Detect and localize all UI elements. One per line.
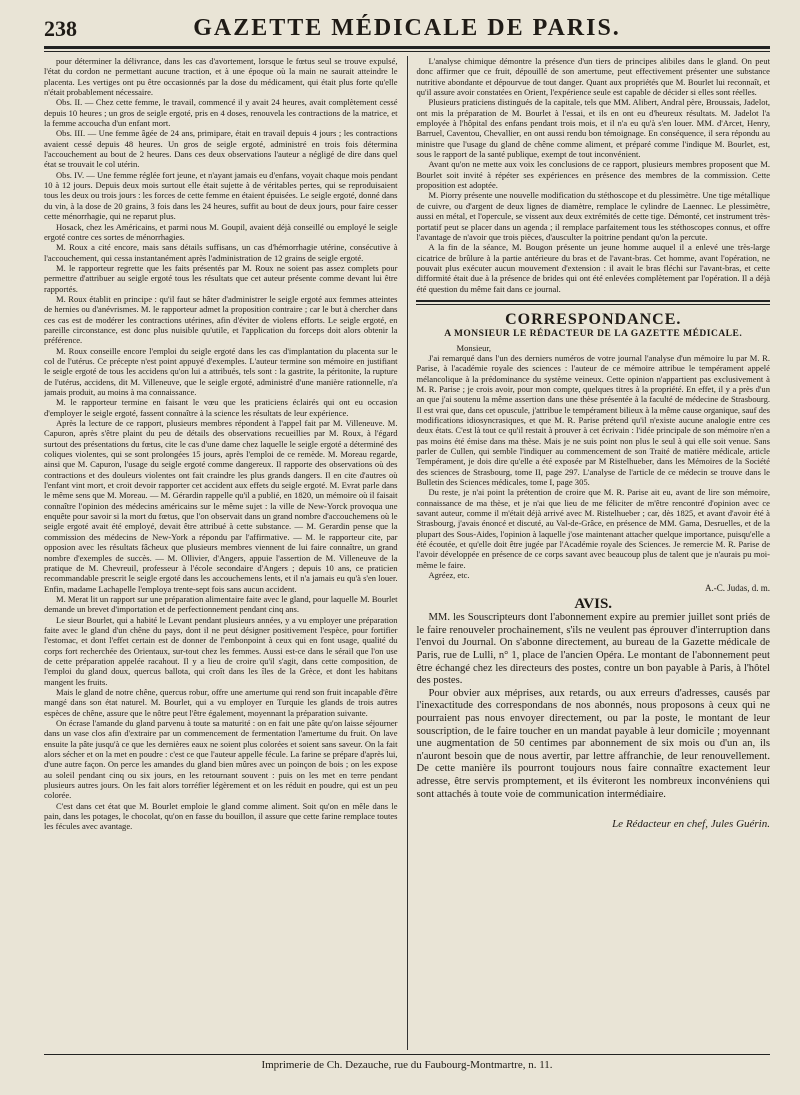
right-paragraph: Avant qu'on ne mette aux voix les conclusions de ce rapport, plusieurs membres proposent que M. Bourlet soit invité à répéter ses expériences en présence des membres de la commission. Cette proposition est adoptée. [416,159,770,191]
left-paragraph: M. Merat lit un rapport sur une préparation alimentaire faite avec le gland, pour laquelle M. Bourlet demande un brevet d'importation et de perfectionnement pendant cinq ans. [44,593,398,615]
letter-address: A MONSIEUR LE RÉDACTEUR DE LA GAZETTE MÉDICALE. [444,329,743,340]
left-column [44,56,403,1050]
left-paragraph: M. le rapporteur regrette que les faits présentés par M. Roux ne soient pas assez complets pour permettre d'attribuer au seigle ergoté tous les résultats que cet auteur présente comme devant lui être rapportés. [44,262,398,294]
right-paragraph: M. Piorry présente une nouvelle modification du stéthoscope et du plessimètre. Une tige métallique de cuivre, ou d'argent de deux lignes de diamètre, remplace le cylindre de Laennec. Le plessimètre, aussi en métal, et l'opercule, se vissent aux deux extrémités de cette tige. Démonté, cet instrument très-portatif peut se placer dans un agenda ; il remplace parfaitement tous les stéthoscopes connus, et offre l'avantage de n'avoir que trois pièces, d'ausculter la poitrine pendant qu'on la percute. [416,190,770,242]
avis-section [416,595,770,831]
page-header [44,12,770,42]
section-separator [416,300,770,305]
columns [44,56,770,1050]
letter-salutation: Monsieur, [456,342,492,353]
left-paragraph: M. Roux conseille encore l'emploi du seigle ergoté dans les cas d'implantation du placenta sur le col de l'utérus. Ce précepte n'est point appuyé d'exemples. L'auteur termine son mémoire en justifiant le seigle ergoté de tous les accidens qu'on lui a attribués, tels sont : la gastrite, la péritonite, la rupture de l'utérus, accidens, dit M. Villeneuve, que le seigle ergoté, administré d'une manière rationnelle, n'a jamais produit, au moins à ma connaissance. [44,345,398,397]
header-rule-thin [44,51,770,52]
letter-paragraph: Du reste, je n'ai point la prétention de croire que M. R. Parise ait eu, avant de lire son mémoire, connaissance de ma thèse, et je n'ai que lieu de me féliciter de m'être rencontré d'opinion avec ce savant auteur, comme il m'était déjà arrivé avec M. Ristelhueber ; car, dès 1825, et avant d'avoir été à Strasbourg, j'avais énoncé et discuté, au Val-de-Grâce, en présence de MM. Gama, Desruelles, et de la plupart des Sous-Aides, l'opinion à laquelle j'ose maintenant attacher quelque importance, puisqu'elle a été écoutée, et qu'elle doit être jugée par l'Académie royale des Sciences. Je remercie M. R. Parise de l'avoir développée en présence de ce corps savant avec beaucoup plus de talent que je n'aurais pu moi-même le faire. [416,487,770,570]
left-paragraph: Le sieur Bourlet, qui a habité le Levant pendant plusieurs années, y a vu employer une préparation faite avec le gland d'un chêne du pays, dont il ne peut désigner positivement l'espèce, pour fortifier l'estomac, et dont l'effet certain est de donner de l'embonpoint à ceux qui en font usage, qualité du corps fort recherchée des Orientaux, sur-tout chez les femmes. Aussi est-ce dans le sérail que l'on use de cette préparation appelée racahout. Il y a lieu de croire qu'il s'agit, dans cette composition, de l'emploi du gland doux, quercus ballota, qui croît dans les îles de la Grèce, et dont les habitans mangent les fruits. [44,614,398,687]
column-divider [407,56,408,1050]
header-rule [44,46,770,49]
right-column [411,56,770,1050]
avis-paragraph: MM. les Souscripteurs dont l'abonnement expire au premier juillet sont priés de le faire renouveler prochainement, s'ils ne veulent pas éprouver d'interruption dans l'envoi du Journal. On s'abonne directement, au bureau de la Gazette médicale de Paris, rue de Lulli, n° 1, place de l'ancien Opéra. Le montant de l'abonnement peut être échangé chez les directeurs des postes, contre un bon payable à Paris, à l'hôtel des postes. [416,612,770,687]
footer-rule [44,1054,770,1055]
correspondance-heading: CORRESPONDANCE. [505,310,682,328]
left-paragraph: M. Roux a cité encore, mais sans détails suffisans, un cas d'hémorrhagie utérine, consécutive à l'accouchement, qui cessa instantanément après l'administration de 12 grains de seigle ergoté. [44,242,398,263]
left-paragraph: On écrase l'amande du gland parvenu à toute sa maturité : on en fait une pâte qu'on laisse séjourner dans un vase clos afin d'extraire par un commencement de fermentation l'amertume du fruit. On lave ensuite la pâte jusqu'à ce que les dernières eaux ne soient plus colorées et soient sans saveur. On la fait alors sécher et on la met en poudre : c'est ce que l'auteur appelle fécule. La farine se prépare d'après lui, d'une autre façon. On perce les amandes du gland bien mûres avec un poinçon de bois ; on les expose au soleil pendant cinq ou six jours, en les retournant souvent : puis on les met en terre pendant plusieurs autres jours. On les fait alors torréfier légèrement et on les réduit en poudre, qui est un peu colorée. [44,718,398,801]
left-paragraph: M. le rapporteur termine en faisant le vœu que les praticiens éclairés qui ont eu occasion d'employer le seigle ergoté, fassent connaître à la science les résultats de leur expérience. [44,397,398,418]
left-paragraph: M. Roux établit en principe : qu'il faut se hâter d'administrer le seigle ergoté aux femmes atteintes de hernies ou d'anévrismes. M. le rapporteur admet la proposition contraire ; car le but à chercher dans ces cas est de modérer les contractions utérines, afin d'éviter de violens efforts. Le seigle ergoté, en pareille circonstance, est donc plus nuisible qu'utile, et l'application du forceps doit alors obtenir la préférence. [44,293,398,346]
left-paragraph: Obs. III. — Une femme âgée de 24 ans, primipare, était en travail depuis 4 jours ; les contractions avaient cessé depuis 48 heures. Un gros de seigle ergoté, administré en trois fois détermina l'accouchement au bout de 2 heures. Dans ces deux observations l'auteur a négligé de dire dans quel état se trouvait le col utérin. [44,128,398,170]
right-paragraph: L'analyse chimique démontre la présence d'un tiers de principes alibiles dans le gland. On peut donc affirmer que ce fruit, dépouillé de son amertume, peut effectivement présenter une substance nutritive abondante et dépourvue de tout danger. Quant aux propriétés que M. Bourlet lui reconnaît, et qu'il assure avoir constatées en Orient, l'expérience seule est capable de décider si elles sont réelles. [416,56,770,98]
left-paragraph: Après la lecture de ce rapport, plusieurs membres répondent à l'appel fait par M. Villeneuve. M. Capuron, après s'être plaint du peu de détails des observations recueillies par M. Roux, à l'égard surtout des présentations du fœtus, cite le cas d'une dame chez laquelle le seigle ergoté a déterminé des coliques violentes, qui se sont prolongées 15 jours, après l'emploi de ce remède. M. Moreau regarde, ainsi que M. Capuron, l'usage du seigle ergoté comme dangereux. Il rapporte des observations où des contractions et des douleurs violentes ont fait craindre les plus grands dangers. Il en cite d'autres où l'enfant vint mort, et croit devoir rapporter cet accident aux effets du seigle ergoté. M. Evrat parle dans le même sens que M. Moreau. — M. Gérardin rappelle qu'il a publié, en 1820, un mémoire où il faisait connaître l'opinion des médecins américains sur le même sujet : la ville de New-Yorck provoqua une enquête pour savoir si la mort du fœtus, que l'on observait dans un grand nombre d'accouchemens où le seigle ergoté avait été employé, devait être attribué à cette substance. — M. Gerardin pense que la commission des médecins de New-York a répondu par l'affirmative. — M. le rapporteur cite, par opposion avec les résultats fâcheux que plusieurs membres viennent de lui faire connaître, un grand nombre d'exemples de succès. — M. Ollivier, d'Angers, appuie l'assertion de M. Villeneuve de la pratique de M. Chevreuil, professeur à l'école secondaire d'Angers ; depuis 10 ans, ce praticien recommandable prescrit le seigle ergoté dans les accouchemens lents, et il n'a jamais eu qu'à s'en louer. Enfin, madame Lachapelle l'employa trente-sept fois sans aucun accident. [44,418,398,594]
letter-paragraph: Agréez, etc. [428,570,470,581]
left-paragraph: Obs. IV. — Une femme réglée fort jeune, et n'ayant jamais eu d'enfans, voyait chaque mois pendant 10 à 12 jours. Depuis deux mois surtout elle était sujette à de véritables pertes, qui se reproduisaient tous les deux ou trois jours : les forces de cette femme en étaient épuisées. Le seigle ergoté, donné dans du vin, à la dose de 20 grains, 3 fois dans les 24 heures, suffit au bout de deux jours, pour faire cesser cette ménorrhagie, qui ne reparut plus. [44,169,398,222]
journal-title: GAZETTE MÉDICALE DE PARIS. [193,15,621,41]
right-paragraph: A la fin de la séance, M. Bougon présente un jeune homme auquel il a enlevé une très-large cicatrice de brûlure à la partie antérieure du bras et de l'avant-bras. Cet homme, avant l'opération, ne pouvait plus exécuter aucun mouvement d'extension : il avait le bras fléchi sur l'avant-bras, et cette difformité était due à la présence de brides qui ont été enlevées complètement par l'opération. Il a déjà été question du même fait dans ce journal. [416,242,770,294]
printer-imprint: Imprimerie de Ch. Dezauche, rue du Faubourg-Montmartre, n. 11. [261,1059,553,1071]
left-paragraph: pour déterminer la délivrance, dans les cas d'avortement, lorsque le fœtus seul se trouve expulsé, l'état du cordon ne permettant aucune traction, et à une époque où la main ne saurait atteindre le placenta. Les vertiges ont pu être occasionnés par la dose du médicament, qui était plus forte qu'elle n'était probablement nécessaire. [44,56,398,98]
avis-heading: AVIS. [574,595,613,612]
left-paragraph: C'est dans cet état que M. Bourlet emploie le gland comme aliment. Soit qu'on en mêle dans le pain, dans les potages, le chocolat, qu'on en fasse du bouillon, il assure que cette farine remplace toutes les fécules avec avantage. [44,800,398,832]
editor-signature: Le Rédacteur en chef, Jules Guérin. [612,818,770,831]
right-paragraph: Plusieurs praticiens distingués de la capitale, tels que MM. Alibert, Andral père, Broussais, Jadelot, ont mis la préparation de M. Bourlet à l'essai, et ils en ont eu d'heureux résultats. M. Jadelot l'a employée à l'hôpital des enfans pendant trois mois, et il n'a eu qu'à s'en louer. MM. d'Arcet, Henry, Barruel, Caventou, Chevallier, en ont aussi rendu bon témoignage. En conséquence, il sera répondu au ministre que l'usage du gland de chêne comme aliment, et préparé comme l'indique M. Bourlet, est, sous le rapport de la santé publique, exempt de tout inconvénient. [416,97,770,160]
letter-signature: A.-C. Judas, d. m. [704,582,770,593]
left-paragraph: Obs. II. — Chez cette femme, le travail, commencé il y avait 24 heures, avait complètement cessé depuis 10 heures ; un gros de seigle ergoté, pris en 4 doses, renouvela les contractions de la matrice, et la femme accoucha d'un enfant mort. [44,97,398,129]
left-paragraph: Mais le gland de notre chêne, quercus robur, offre une amertume qui rend son fruit incapable d'être mangé dans son état naturel. M. Bourlet, qui a vu employer en Turquie les glands de trois autres espèces de chêne, assure que le nôtre peut l'être également, moyennant la préparation suivante. [44,686,398,718]
letter-paragraph: J'ai remarqué dans l'un des derniers numéros de votre journal l'analyse d'un mémoire lu par M. R. Parise, à l'académie royale des sciences : l'auteur de ce mémoire attribue le tempérament appelé mélancolique à la prédominance du système veineux. Cette opinion n'appartient pas exclusivement à M. R. Parise ; je crois avoir, pour mon compte, quelques titres à la propriété. En effet, il y a près d'un an que j'ai soutenu la même assertion dans une thèse présentée à la faculté de médecine de Strasbourg. Il est vrai que, dans cet opuscule, j'attribue le tempérament bilieux à la même cause organique, sauf des modifications idiosyncrasiques, et que M. R. Parise prétend qu'il n'existe aucune analogie entre ces deux états. C'est là tout ce qu'il restait à prouver à cet écrivain : l'idée principale de son mémoire n'en a pas moins été émise dans ma thèse. Mais je ne suis point non plus le seul à qui elle soit venue. Sans parler de Cullen, qui semble l'indiquer au commencement de son Traité de matière médicale, article Tempérament, je dois dire qu'elle a été exposée par M Ristelhueber, dans les Mémoires de la Société des sciences de Strasbourg, tome II, page 297. L'analyse de l'article de ce médecin se trouve dans le Bulletin des Sciences médicales, tome I, page 305. [416,352,770,488]
avis-paragraph: Pour obvier aux méprises, aux retards, ou aux erreurs d'adresses, causés par l'inexactitude des correspondans de nos abonnés, nous proposons à ceux qui ne pourraient pas nous envoyer directement, ou par la poste, le montant de leur souscription, de le faire toucher en un mandat payable à leur domicile ; moyennant une augmentation de 50 centimes par abonnement de six mois ou d'un an, ils n'auront besoin que de nous avertir, par lettre affranchie, de leur renouvellement. De cette manière ils pourront toujours nous faire connaître exactement leur adresse, être servis promptement, et ils éviteront les nombreux inconvéniens qui sont attachés à toute voie de communication intermédiaire. [416,687,770,800]
page-number: 238 [44,16,77,41]
left-paragraph: Hosack, chez les Américains, et parmi nous M. Goupil, avaient déjà conseillé ou employé le seigle ergoté contre ces sortes de ménorrhagies. [44,221,398,242]
